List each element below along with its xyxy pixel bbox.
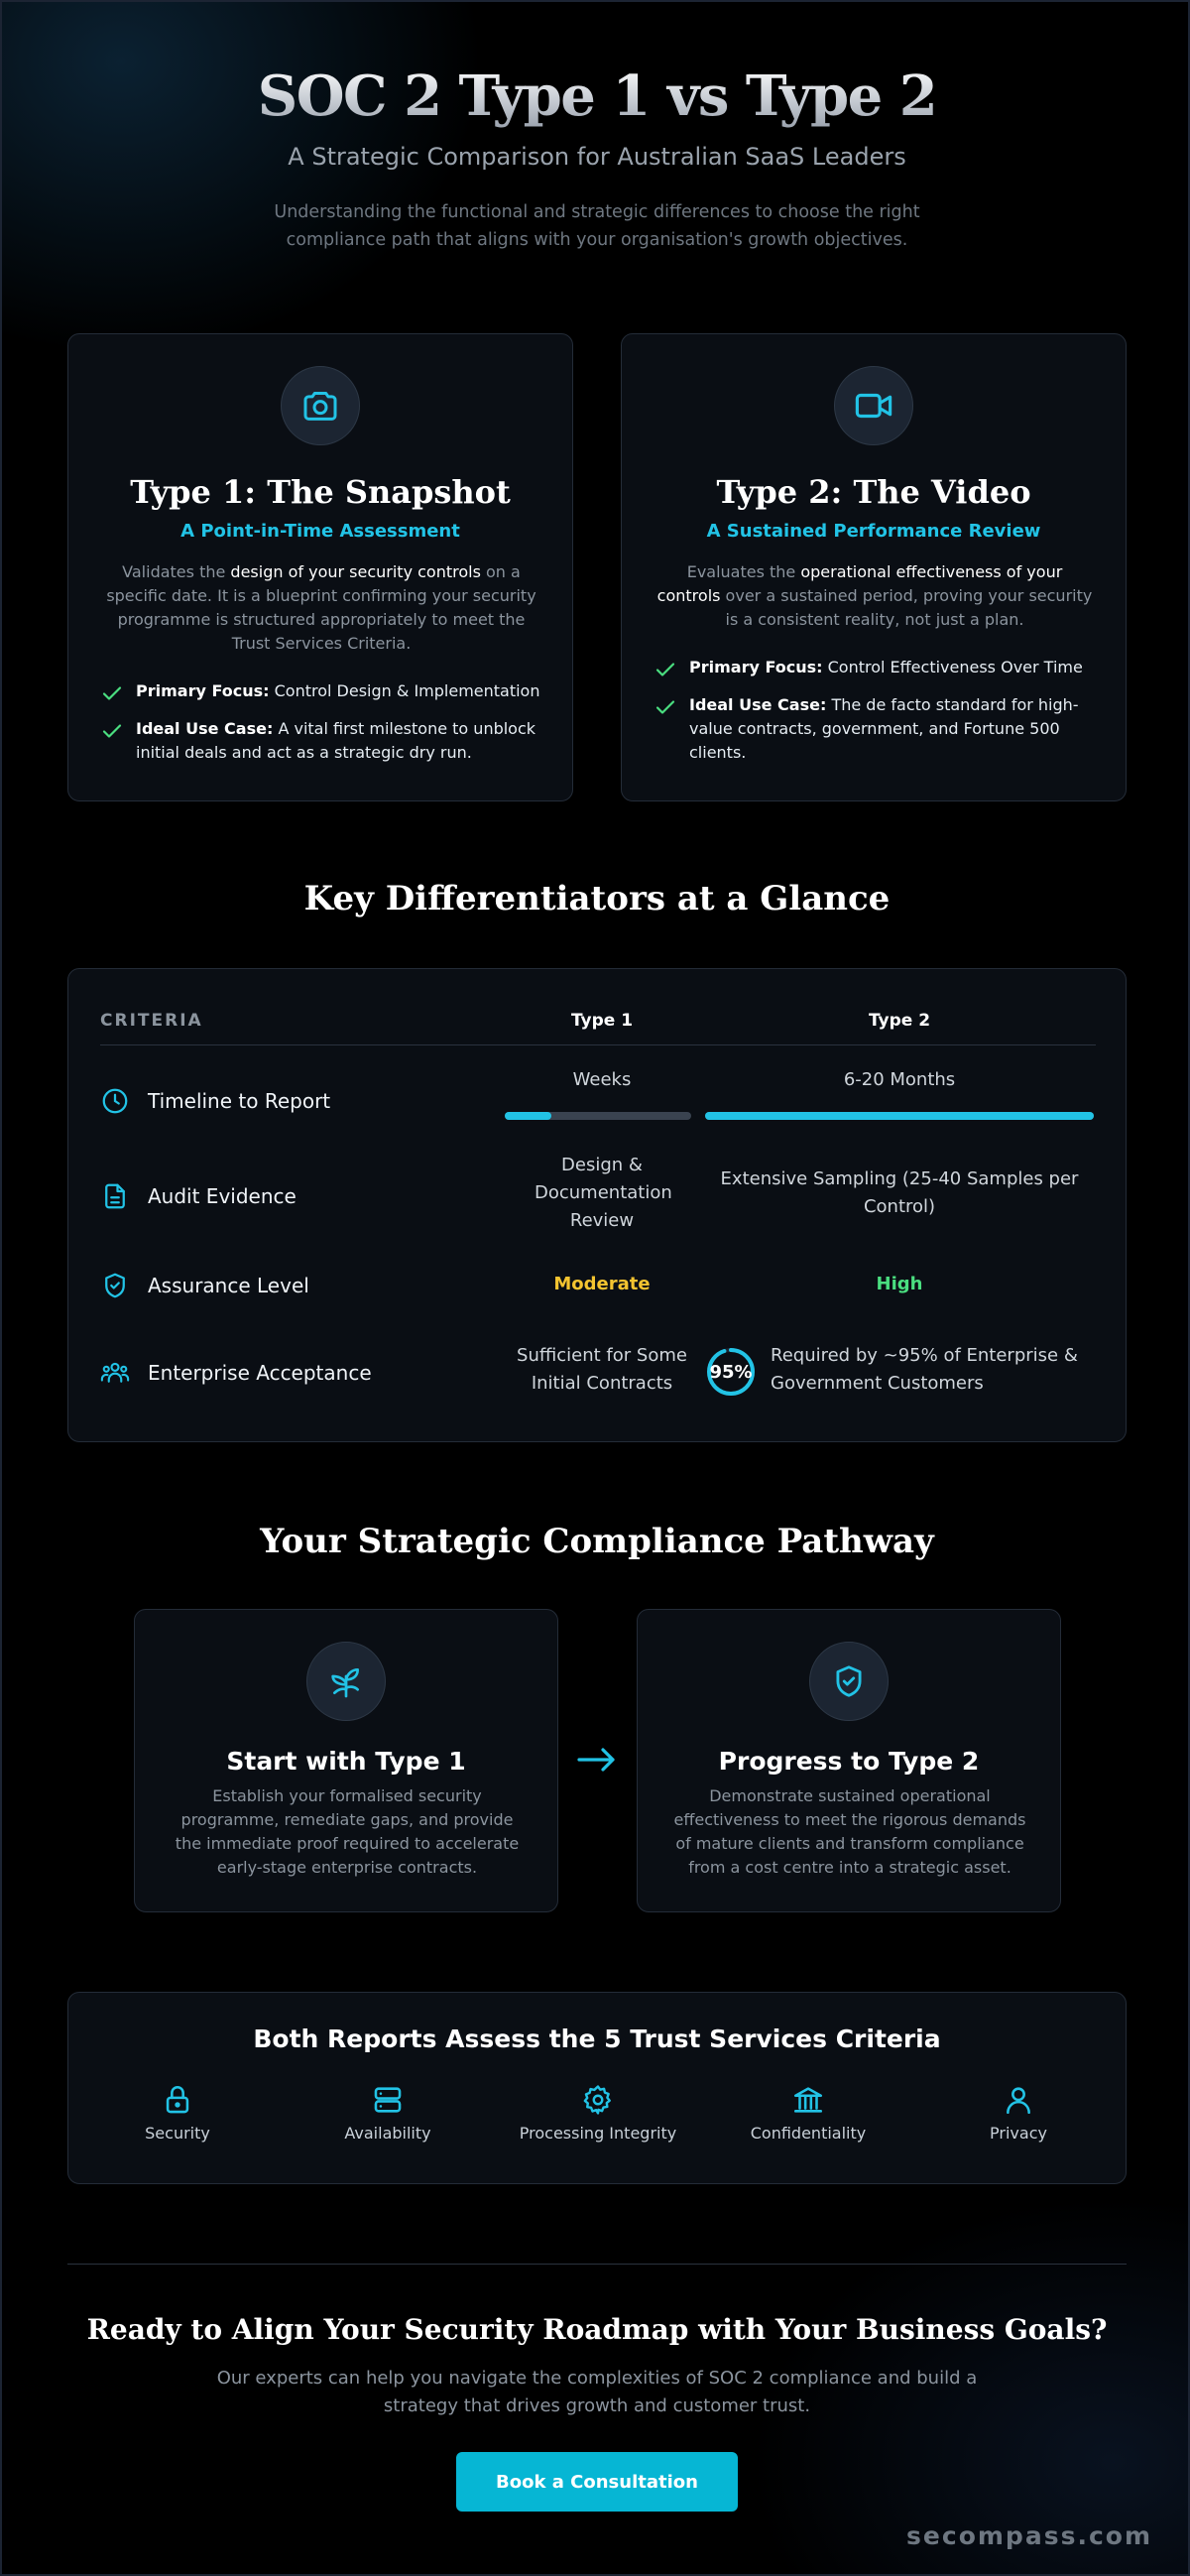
pathway-title: Your Strategic Compliance Pathway [260,1522,934,1561]
differentiators-title: Key Differentiators at a Glance [303,879,891,919]
check-icon [655,662,675,677]
timeline-type1-bar-fill [505,1112,551,1120]
table-row-label: Audit Evidence [100,1181,297,1211]
type1-title: Type 1: The Snapshot [130,473,511,511]
type2-bullets [655,656,1102,779]
page-subtitle: A Strategic Comparison for Australian SaaS Leaders [288,143,906,171]
gear-icon [493,2082,703,2118]
trust-criteria-title: Both Reports Assess the 5 Trust Services Criteria [253,2024,941,2053]
timeline-type2-bar-fill [705,1112,1094,1120]
cta-title: Ready to Align Your Security Roadmap with Your Business Goals? [86,2313,1108,2346]
trust-criteria-card [67,1992,1127,2184]
server-icon [283,2082,493,2118]
check-icon [655,699,675,715]
document-icon [100,1181,130,1211]
cta-description: Our experts can help you navigate the complexities of SOC 2 compliance and build a strategy that drives growth and customer trust. [216,2368,978,2416]
evidence-type1: Design & Documentation Review [535,1155,672,1231]
trust-item-privacy: Privacy [913,2082,1124,2143]
sprout-icon [306,1642,386,1721]
camera-icon [281,366,360,445]
type1-bullets [102,679,548,779]
pathway-step-2-title: Progress to Type 2 [718,1747,980,1776]
assurance-type2: High [876,1274,923,1294]
timeline-type1-bar [505,1112,691,1120]
timeline-type1: Weeks [572,1069,632,1090]
list-item: Primary Focus: Control Design & Implementation [102,679,548,703]
brand-watermark: secompass.com [906,2521,1152,2550]
acceptance-donut [705,1346,757,1398]
timeline-type2: 6-20 Months [843,1069,956,1090]
lock-icon [72,2082,283,2118]
user-icon [913,2082,1124,2118]
pathway-step-1-text: Establish your formalised security programme, remediate gaps, and provide the immediate proof required to accelerate early-stage enterprise contracts. [175,1786,520,1877]
header-divider [100,1044,1096,1045]
shield-check-icon [809,1642,889,1721]
type2-card [621,333,1127,801]
differentiators-table [67,968,1127,1442]
users-icon [100,1358,130,1388]
video-camera-icon [834,366,913,445]
pathway-step-1 [134,1609,558,1912]
acceptance-type1: Sufficient for Some Initial Contracts [517,1345,687,1394]
type1-description: Validates the design of your security controls on a specific date. It is a blueprint confirming your security programme is structured appropriately to meet the Trust Services Criteria. [106,562,536,653]
arrow-right-icon [573,1740,621,1779]
column-header-type2: Type 2 [868,1011,931,1031]
table-row-label: Timeline to Report [100,1086,330,1116]
pathway-step-1-title: Start with Type 1 [226,1747,466,1776]
table-row-label: Enterprise Acceptance [100,1358,372,1388]
list-item: Ideal Use Case: The de facto standard for high-value contracts, government, and Fortune 500 clients. [655,693,1102,765]
timeline-type2-bar [705,1112,1094,1120]
type2-kicker: A Sustained Performance Review [706,521,1041,542]
pathway-step-2-text: Demonstrate sustained operational effectiveness to meet the rigorous demands of mature clients and transform compliance from a cost centre into a strategic asset. [673,1786,1026,1877]
column-header-criteria: CRITERIA [100,1011,203,1031]
trust-item-security: Security [72,2082,283,2143]
page-title: SOC 2 Type 1 vs Type 2 [2,63,1190,129]
acceptance-type2: Required by ~95% of Enterprise & Government Customers [771,1345,1078,1394]
check-icon [102,685,122,701]
column-header-type1: Type 1 [570,1011,634,1031]
section-divider [67,2264,1127,2265]
table-row-label: Assurance Level [100,1271,309,1300]
list-item: Primary Focus: Control Effectiveness Over Time [655,656,1102,679]
assurance-type1: Moderate [553,1274,651,1294]
type1-card [67,333,573,801]
page-description: Understanding the functional and strategic differences to choose the right compliance path that aligns with your organisation's growth objectives. [274,202,920,250]
acceptance-percent: 95% [709,1361,753,1383]
type1-kicker: A Point-in-Time Assessment [180,521,460,542]
list-item: Ideal Use Case: A vital first milestone to unblock initial deals and act as a strategic dry run. [102,717,548,765]
evidence-type2: Extensive Sampling (25-40 Samples per Control) [720,1168,1079,1217]
book-consultation-button[interactable]: Book a Consultation [456,2452,738,2512]
trust-item-availability: Availability [283,2082,493,2143]
trust-item-processing-integrity: Processing Integrity [493,2082,703,2143]
clock-icon [100,1086,130,1116]
type2-title: Type 2: The Video [716,473,1031,511]
check-icon [102,723,122,739]
type2-description: Evaluates the operational effectiveness of your controls over a sustained period, proving your security is a consistent reality, not just a plan. [656,562,1093,629]
trust-item-confidentiality: Confidentiality [703,2082,913,2143]
pathway-step-2 [637,1609,1061,1912]
shield-check-icon [100,1271,130,1300]
bank-icon [703,2082,913,2118]
